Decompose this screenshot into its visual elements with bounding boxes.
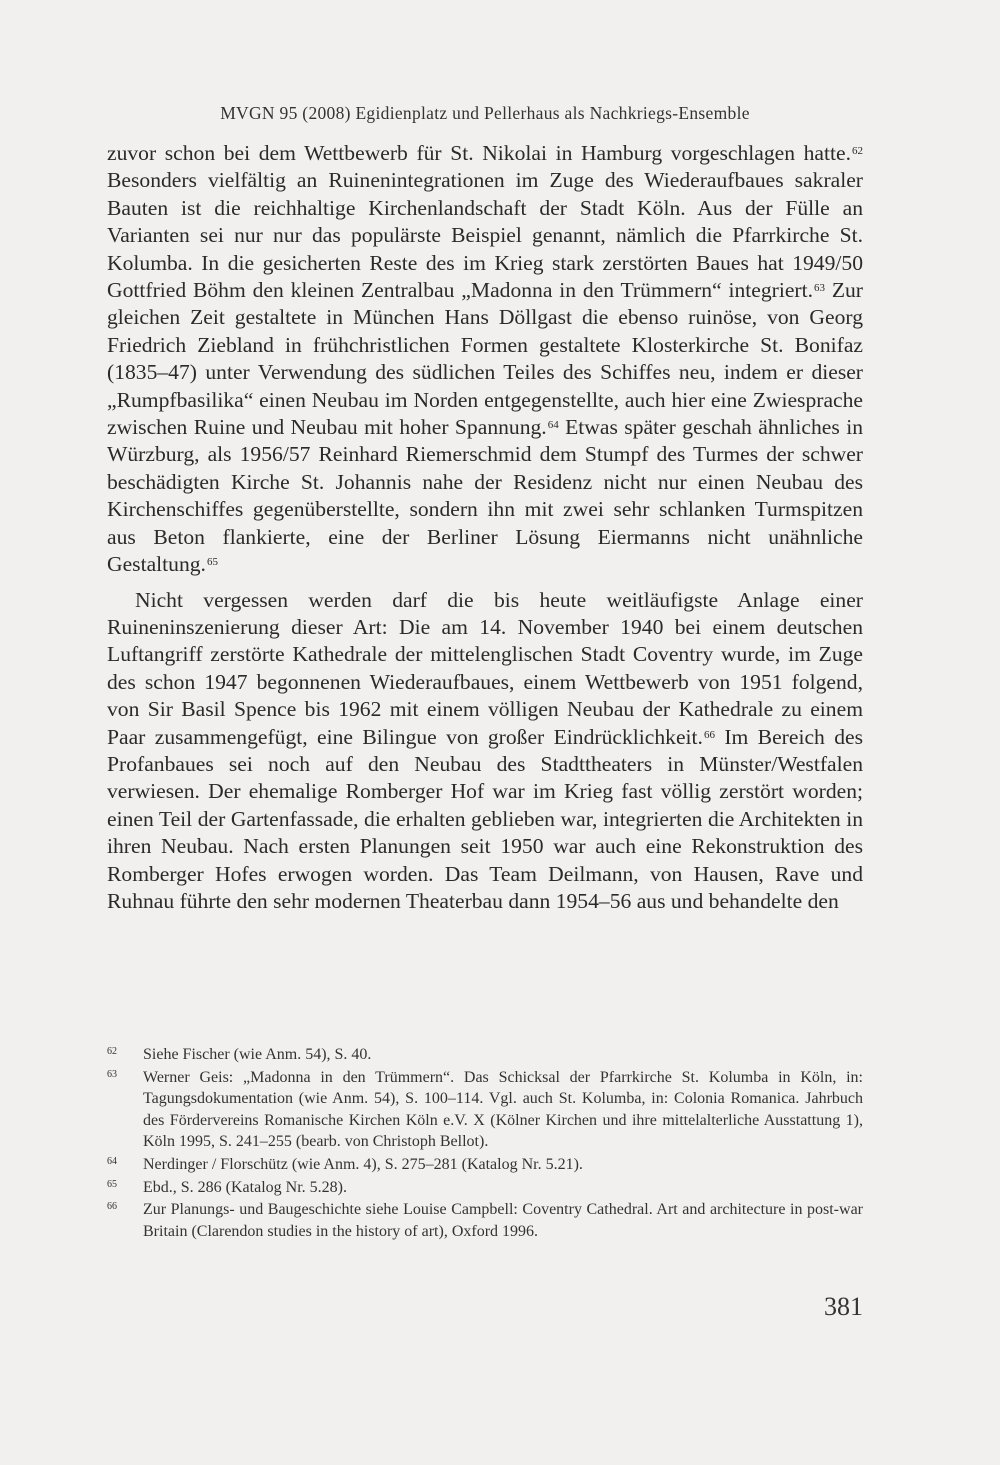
text-segment: Nicht vergessen werden darf die bis heute weitläufigste Anlage einer Ruineninszenierung dieser Art: Die am 14. November 1940 bei einem deutschen Luftangriff zerstörte Kathedrale der mittelenglischen Stadt Coventry wurde, im Zuge des schon 1947 begonnenen Wiederaufbaues, einem Wettbewerb von 1951 folgend, von Sir Basil Spence bis 1962 mit einem völligen Neubau der Kathedrale zu einem Paar zusammengefügt, eine Bilingue von großer Eindrücklichkeit. <box>107 587 863 749</box>
running-head: MVGN 95 (2008) Egidienplatz und Pellerhaus als Nachkriegs-Ensemble <box>220 103 750 123</box>
footnote-text: Werner Geis: „Madonna in den Trümmern“. Das Schicksal der Pfarrkirche St. Kolumba in Köln, in: Tagungsdokumentation (wie Anm. 54), S. 100–114. Vgl. auch St. Kolumba, in: Colonia Romanica. Jahrbuch des Fördervereins Romanische Kirchen Köln e.V. X (Kölner Kirchen und ihre mittelalterliche Ausstattung 1), Köln 1995, S. 241–255 (bearb. von Christoph Bellot). <box>143 1068 863 1151</box>
paragraph-2 <box>107 587 863 916</box>
text-segment: Zur gleichen Zeit gestaltete in München Hans Döllgast die ebenso ruinöse, von Georg Friedrich Ziebland in frühchristlichen Formen gestaltete Klosterkirche St. Bonifaz (1835–47) unter Verwendung des südlichen Teiles des Schiffes neu, indem er dieser „Rumpfbasilika“ einen Neubau im Norden entgegenstellte, auch hier eine Zwiesprache zwischen Ruine und Neubau mit hoher Spannung. <box>107 278 863 440</box>
body-text <box>107 140 863 915</box>
footnote-62 <box>107 1044 863 1066</box>
footnote-number: 63 <box>107 1068 117 1080</box>
footnote-text: Siehe Fischer (wie Anm. 54), S. 40. <box>143 1046 372 1063</box>
footnote-text: Ebd., S. 286 (Katalog Nr. 5.28). <box>143 1178 347 1196</box>
text-segment: Im Bereich des Profanbaues sei noch auf den Neubau des Stadttheaters in Münster/Westfalen verwiesen. Der ehemalige Romberger Hof war im Krieg fast völlig zerstört worden; einen Teil der Gartenfassade, die erhalten geblieben war, integrierten die Architekten in ihren Neubau. Nach ersten Planungen seit 1950 war auch eine Rekonstruktion des Romberger Hofes erwogen worden. Das Team Deilmann, von Hausen, Rave und Ruhnau führte den sehr modernen Theaterbau dann 1954–56 aus und behandelte den <box>107 724 863 913</box>
page-number: 381 <box>824 1292 863 1321</box>
footnote-66 <box>107 1199 863 1242</box>
footnote-64 <box>107 1154 863 1176</box>
footnote-text: Nerdinger / Florschütz (wie Anm. 4), S. 275–281 (Katalog Nr. 5.21). <box>143 1155 583 1173</box>
paragraph-1 <box>107 140 863 579</box>
footnote-ref-64[interactable]: 64 <box>547 419 559 432</box>
footnote-number: 65 <box>107 1178 117 1190</box>
text-segment: Etwas später geschah ähnliches in Würzburg, als 1956/57 Reinhard Riemerschmid dem Stumpf des Turmes der schwer beschädigten Kirche St. Johannis nahe der Residenz nicht nur einen Neubau des Kirchenschiffes gegenüberstellte, sondern ihn mit zwei sehr schlanken Turmspitzen aus Beton flankierte, eine der Berliner Lösung Eiermanns nicht unähnliche Gestaltung. <box>107 415 864 577</box>
footnote-number: 62 <box>107 1046 117 1057</box>
footnote-65 <box>107 1177 863 1199</box>
text-segment: Besonders vielfältig an Ruinenintegrationen im Zuge des Wiederaufbaues sakraler Bauten ist die reichhaltige Kirchenlandschaft der Stadt Köln. Aus der Fülle an Varianten sei nur nur das populärste Beispiel genannt, nämlich die Pfarrkirche St. Kolumba. In die gesicherten Reste des im Krieg stark zerstörten Baues hat 1949/50 Gottfried Böhm den kleinen Zentralbau „Madonna in den Trümmern“ integriert. <box>107 168 863 303</box>
footnote-ref-62[interactable]: 62 <box>852 145 863 157</box>
footnote-number: 64 <box>107 1155 117 1167</box>
footnotes <box>107 1044 863 1243</box>
footnote-ref-63[interactable]: 63 <box>814 282 825 295</box>
footnote-ref-66[interactable]: 66 <box>703 728 715 741</box>
footnote-text: Zur Planungs- und Baugeschichte siehe Louise Campbell: Coventry Cathedral. Art and architecture in post-war Britain (Clarendon studies in the history of art), Oxford 1996. <box>143 1201 863 1240</box>
text-segment: zuvor schon bei dem Wettbewerb für St. Nikolai in Hamburg vorgeschlagen hatte. <box>107 141 851 165</box>
footnote-number: 66 <box>107 1201 117 1213</box>
footnote-63 <box>107 1067 863 1153</box>
footnote-ref-65[interactable]: 65 <box>206 556 218 569</box>
